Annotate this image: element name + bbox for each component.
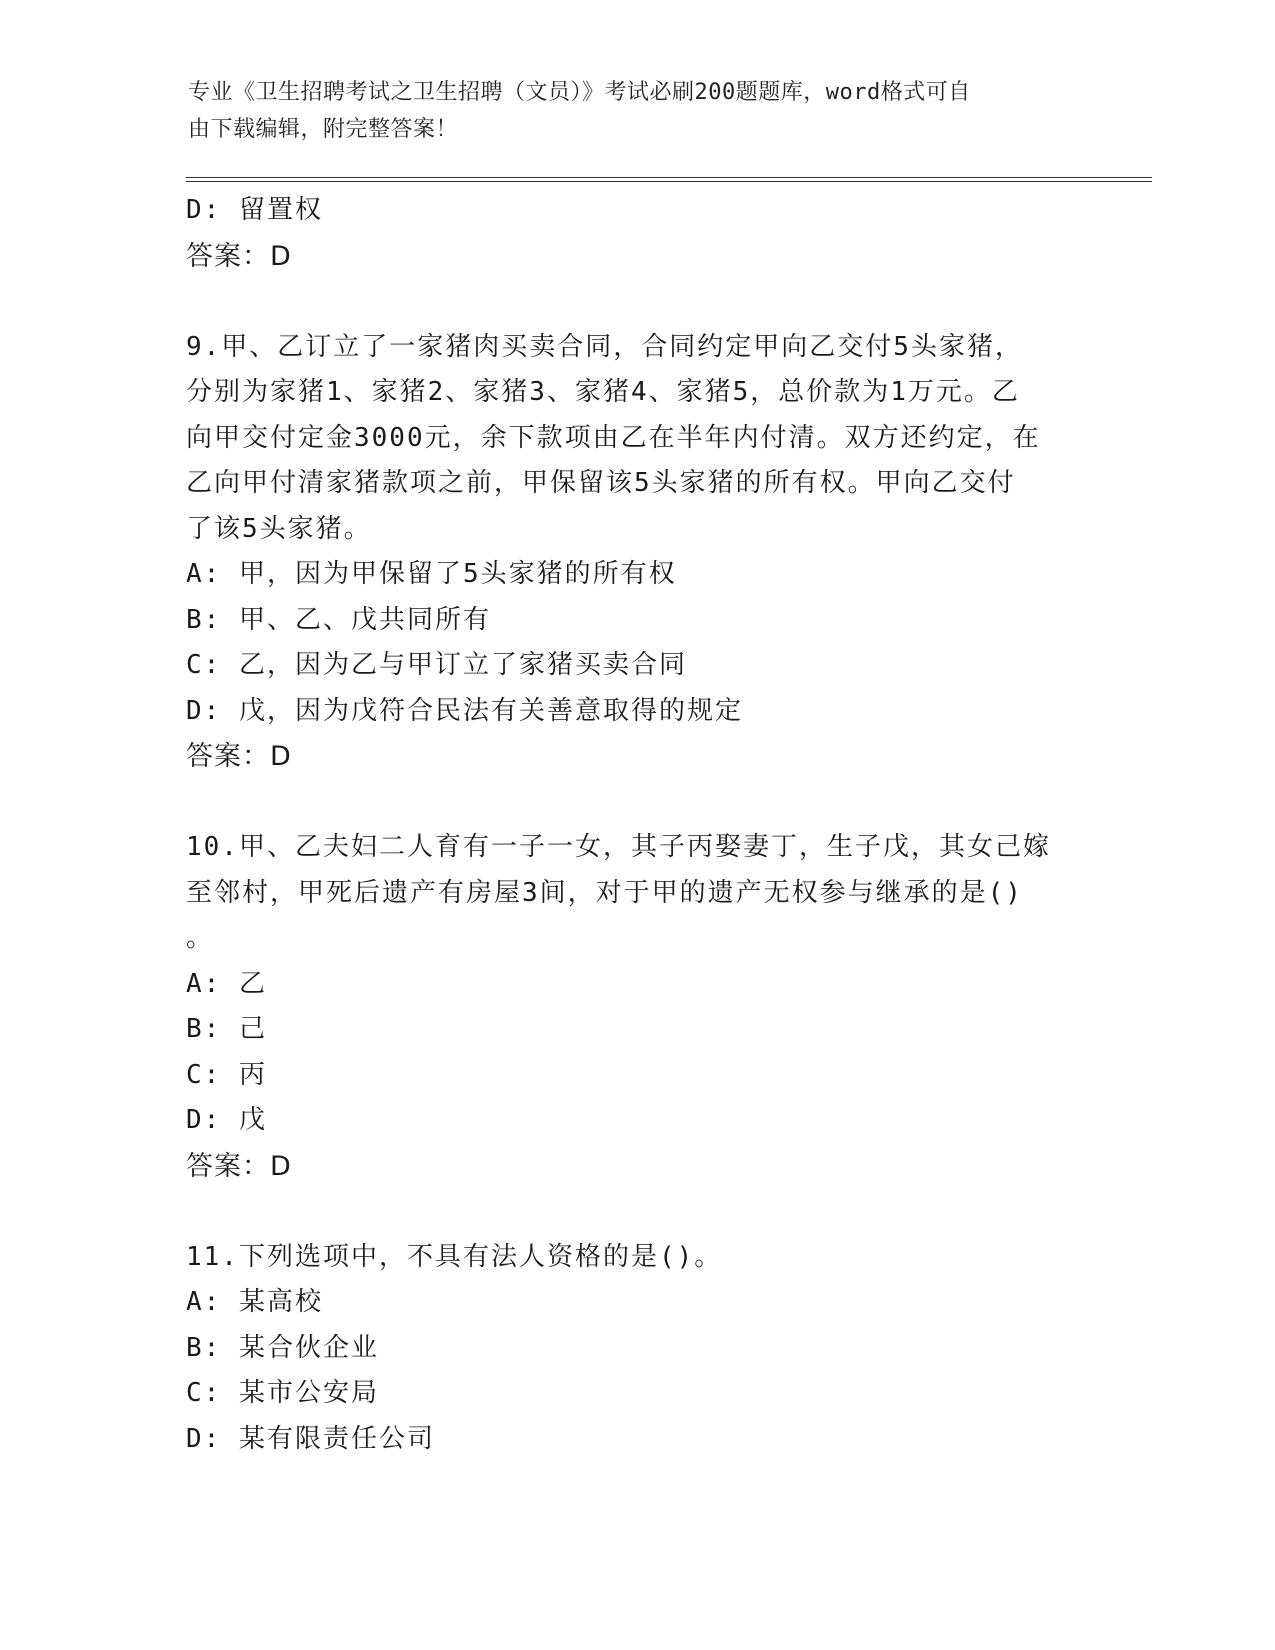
- question-text-line: 11.下列选项中，不具有法人资格的是()。: [186, 1241, 723, 1272]
- option-d: D: 留置权: [186, 195, 323, 225]
- option-c: C: 乙，因为乙与甲订立了家猪买卖合同: [186, 650, 687, 680]
- question-text-line: 向甲交付定金3000元，余下款项由乙在半年内付清。双方还约定，在: [186, 422, 1041, 453]
- question-9: [186, 325, 1086, 780]
- option-d: D: 某有限责任公司: [186, 1423, 435, 1454]
- question-10: [186, 825, 1086, 1189]
- document-body: [186, 188, 1086, 1462]
- question-text-line: 至邻村，甲死后遗产有房屋3间，对于甲的遗产无权参与继承的是(): [186, 877, 1023, 908]
- header-line-2: 由下载编辑，附完整答案！: [188, 117, 459, 142]
- option-d: D: 戊: [186, 1105, 267, 1135]
- question-text-line: 了该5头家猪。: [186, 513, 372, 544]
- spacer: [186, 279, 1086, 325]
- document-header: [188, 74, 1078, 148]
- question-11: [186, 1235, 1086, 1463]
- spacer: [186, 1189, 1086, 1235]
- question-text-line: 。: [186, 923, 215, 953]
- answer-line: 答案：D: [186, 741, 292, 772]
- option-d: D: 戊，因为戊符合民法有关善意取得的规定: [186, 695, 743, 726]
- header-divider-bottom: [186, 181, 1152, 182]
- question-text-line: 乙向甲付清家猪款项之前，甲保留该5头家猪的所有权。甲向乙交付: [186, 468, 1016, 498]
- option-b: B: 己: [186, 1014, 267, 1044]
- option-b: B: 某合伙企业: [186, 1332, 379, 1363]
- header-line-1: 专业《卫生招聘考试之卫生招聘（文员）》考试必刷200题题库，word格式可自: [188, 80, 971, 105]
- answer-line: 答案：D: [186, 1150, 292, 1182]
- previous-question-tail: [186, 188, 1086, 279]
- spacer: [186, 780, 1086, 826]
- question-text-line: 10.甲、乙夫妇二人育有一子一女，其子丙娶妻丁，生子戊，其女己嫁: [186, 832, 1051, 862]
- header-divider-top: [186, 177, 1152, 178]
- option-a: A: 某高校: [186, 1287, 323, 1317]
- option-c: C: 某市公安局: [186, 1378, 379, 1408]
- question-text-line: 分别为家猪1、家猪2、家猪3、家猪4、家猪5，总价款为1万元。乙: [186, 377, 1020, 407]
- option-a: A: 乙: [186, 968, 267, 999]
- option-c: C: 丙: [186, 1059, 267, 1090]
- option-a: A: 甲，因为甲保留了5头家猪的所有权: [186, 559, 677, 589]
- question-text-line: 9.甲、乙订立了一家猪肉买卖合同，合同约定甲向乙交付5头家猪，: [186, 331, 1023, 362]
- option-b: B: 甲、乙、戊共同所有: [186, 604, 491, 635]
- answer-line: 答案：D: [186, 240, 292, 272]
